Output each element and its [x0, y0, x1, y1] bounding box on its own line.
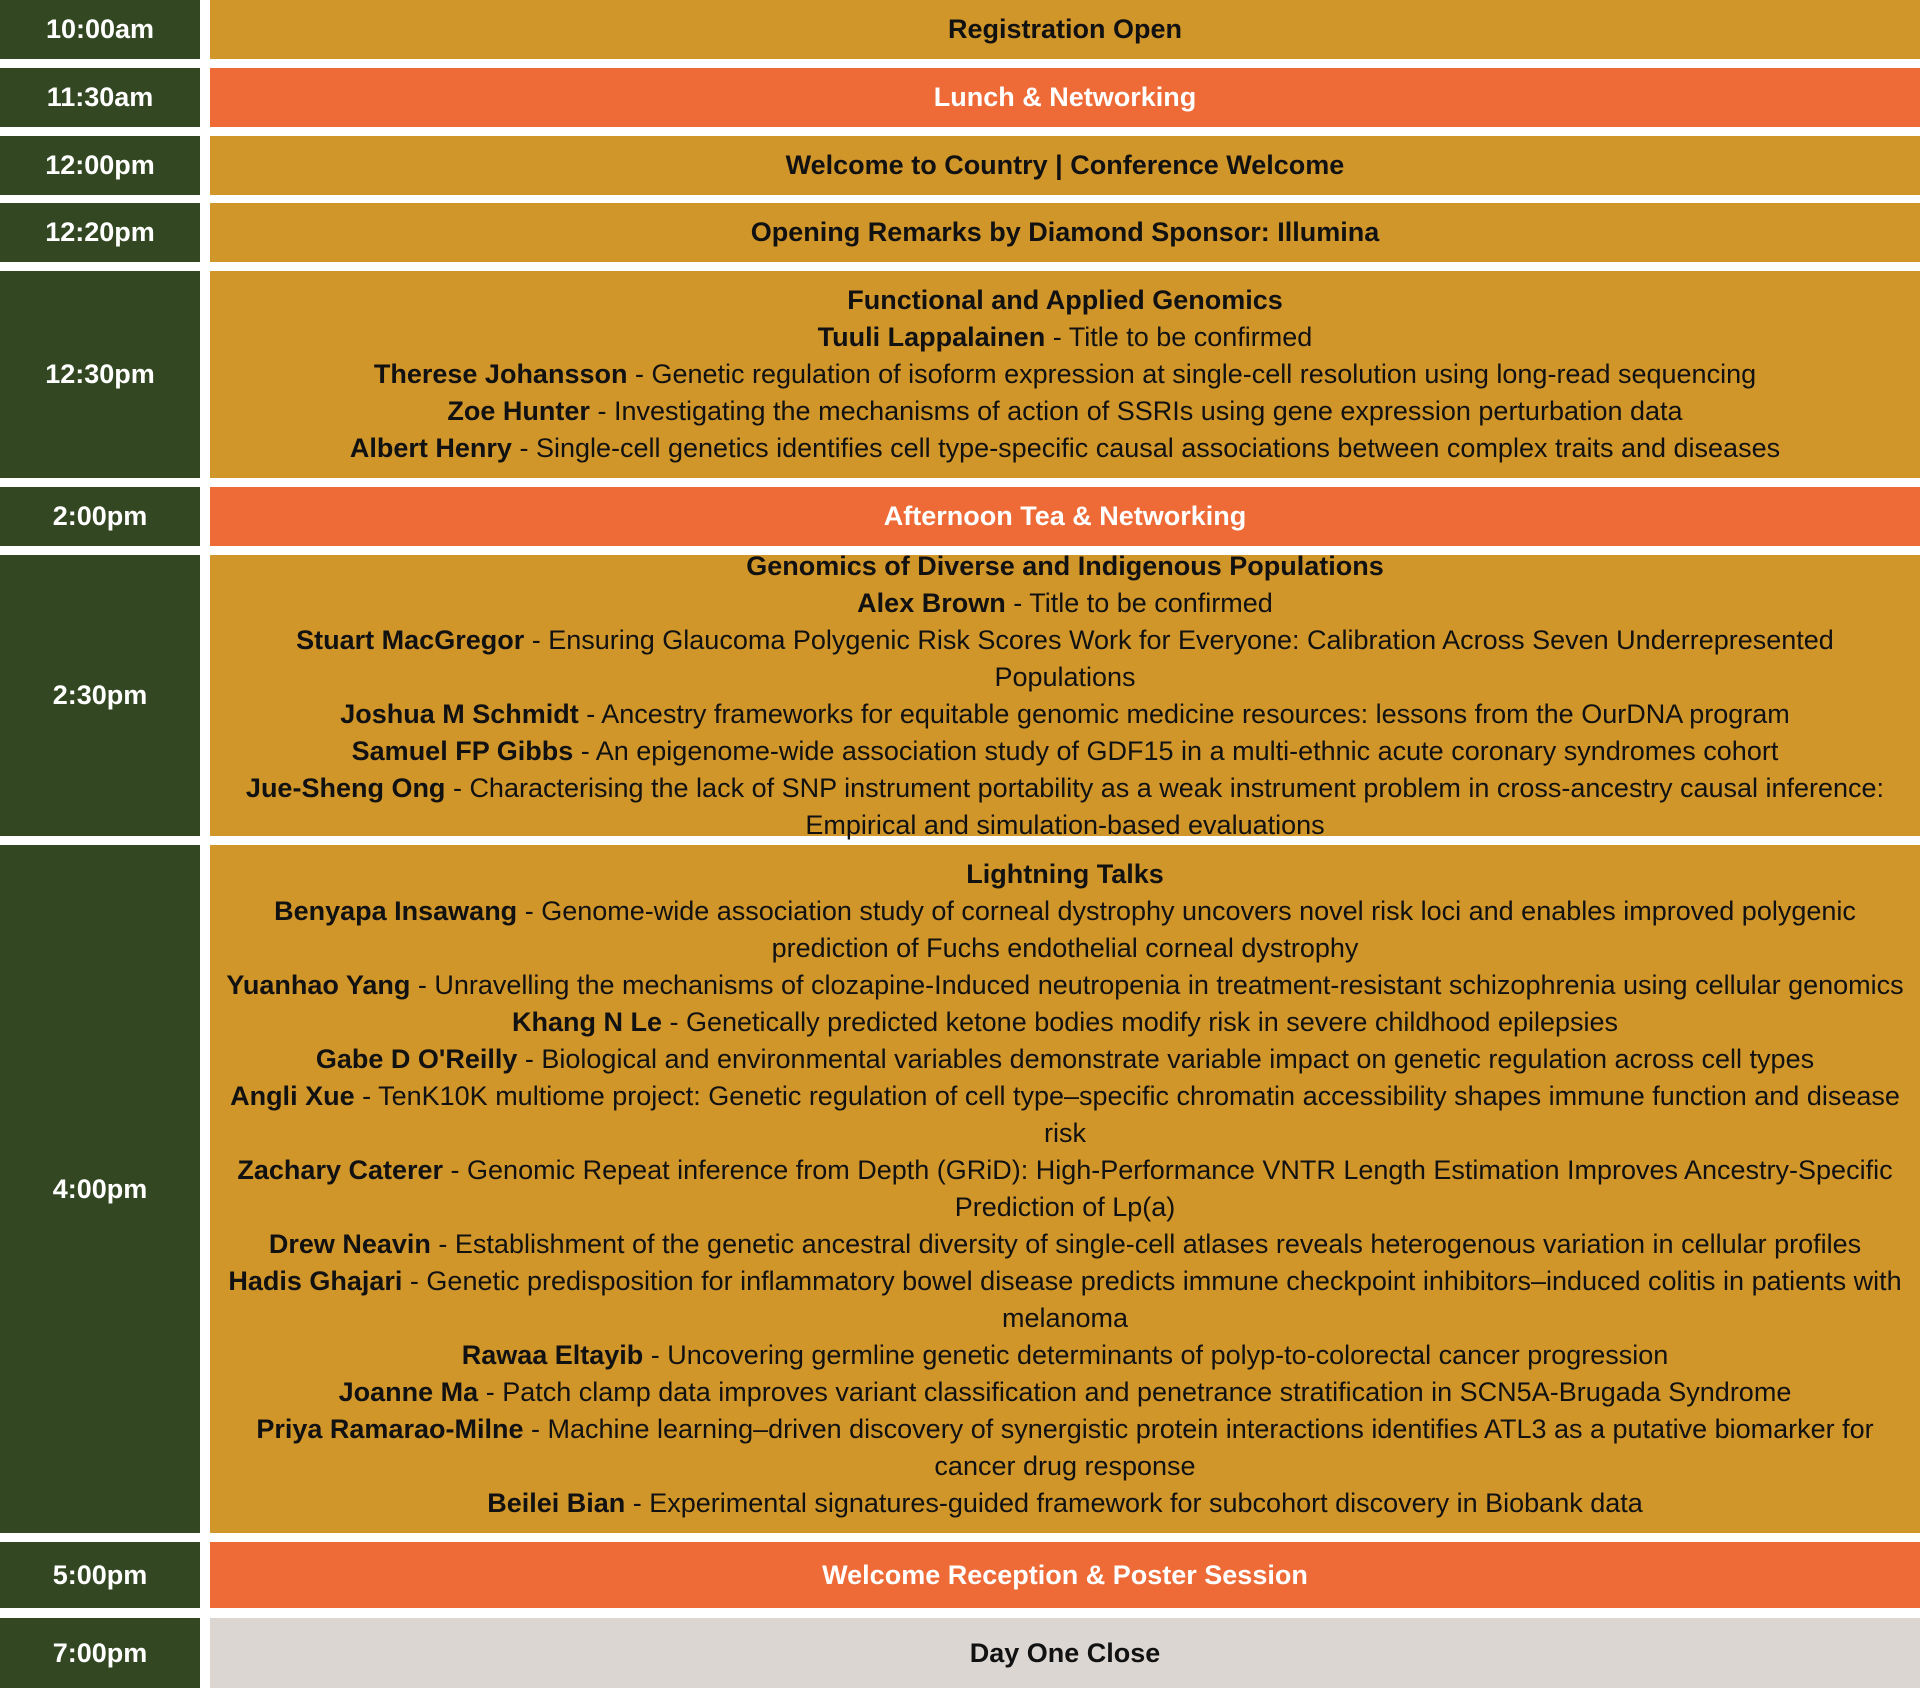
schedule-row: [0, 271, 1920, 478]
talk-item: Stuart MacGregor - Ensuring Glaucoma Polygenic Risk Scores Work for Everyone: Calibration Across Seven Underrepresented Populations: [296, 624, 1834, 692]
time-cell: 10:00am: [0, 0, 200, 59]
session-title: Opening Remarks by Diamond Sponsor: Illumina: [750, 217, 1380, 247]
speaker-name: Khang N Le: [511, 1007, 662, 1037]
session-cell: [210, 1542, 1920, 1608]
talk-title: Ancestry frameworks for equitable genomic medicine resources: lessons from the OurDNA program: [601, 698, 1790, 729]
talk-title: Genetic regulation of isoform expression at single-cell resolution using long-read sequencing: [651, 359, 1757, 389]
session-title: Genomics of Diverse and Indigenous Populations: [746, 550, 1384, 581]
talk-title: Machine learning–driven discovery of synergistic protein interactions identifies ATL3 as a putative biomarker for cancer drug response: [547, 1414, 1874, 1481]
session-cell: [210, 550, 1920, 840]
speaker-name: Zoe Hunter: [447, 396, 590, 426]
session-title: Registration Open: [947, 14, 1183, 44]
time-cell: 7:00pm: [0, 1618, 200, 1688]
time-cell: 11:30am: [0, 68, 200, 127]
talk-item: Hadis Ghajari - Genetic predisposition for inflammatory bowel disease predicts immune checkpoint inhibitors–induced colitis in patients with melanoma: [228, 1266, 1902, 1333]
talk-title: Characterising the lack of SNP instrument portability as a weak instrument problem in cross-ancestry causal inference: Empirical and simulation-based evaluations: [469, 772, 1885, 840]
talk-item: Joanne Ma - Patch clamp data improves variant classification and penetrance stratification in SCN5A-Brugada Syndrome: [338, 1377, 1792, 1407]
session-title: Functional and Applied Genomics: [847, 285, 1283, 315]
session-title: Lightning Talks: [966, 859, 1164, 889]
schedule-row: [0, 203, 1920, 262]
talk-item: Rawaa Eltayib - Uncovering germline genetic determinants of polyp-to-colorectal cancer progression: [461, 1340, 1669, 1370]
talk-item: Zachary Caterer - Genomic Repeat inference from Depth (GRiD): High-Performance VNTR Length Estimation Improves Ancestry-Specific Prediction of Lp(a): [237, 1155, 1893, 1222]
session-cell: [210, 487, 1920, 546]
talk-title: TenK10K multiome project: Genetic regulation of cell type–specific chromatin accessibility shapes immune function and disease risk: [378, 1081, 1900, 1148]
time-cell: 12:30pm: [0, 271, 200, 478]
time-cell: 2:00pm: [0, 487, 200, 546]
talk-item: Therese Johansson - Genetic regulation of isoform expression at single-cell resolution using long-read sequencing: [373, 359, 1757, 389]
speaker-name: Zachary Caterer: [237, 1155, 444, 1185]
talk-item: Khang N Le - Genetically predicted ketone bodies modify risk in severe childhood epilepsies: [511, 1007, 1619, 1037]
speaker-name: Priya Ramarao-Milne: [256, 1414, 524, 1444]
talk-item: Samuel FP Gibbs - An epigenome-wide association study of GDF15 in a multi-ethnic acute coronary syndromes cohort: [351, 735, 1779, 766]
talk-title: Investigating the mechanisms of action of SSRIs using gene expression perturbation data: [613, 396, 1683, 426]
talk-item: Drew Neavin - Establishment of the genetic ancestral diversity of single-cell atlases reveals heterogenous variation in cellular profiles: [268, 1229, 1862, 1259]
talk-title: Genetic predisposition for inflammatory bowel disease predicts immune checkpoint inhibitors–induced colitis in patients with melanoma: [426, 1266, 1902, 1333]
talk-title: Genetically predicted ketone bodies modify risk in severe childhood epilepsies: [686, 1007, 1619, 1037]
speaker-name: Hadis Ghajari: [228, 1266, 403, 1296]
talk-item: Angli Xue - TenK10K multiome project: Genetic regulation of cell type–specific chromatin accessibility shapes immune function and disease risk: [230, 1081, 1900, 1148]
speaker-name: Stuart MacGregor: [296, 624, 525, 655]
speaker-name: Joshua M Schmidt: [340, 698, 579, 729]
talk-title: Experimental signatures-guided framework for subcohort discovery in Biobank data: [649, 1488, 1643, 1518]
speaker-name: Jue-Sheng Ong: [245, 772, 446, 803]
time-cell: 4:00pm: [0, 845, 200, 1533]
session-cell: [210, 1618, 1920, 1688]
speaker-name: Beilei Bian: [487, 1488, 626, 1518]
speaker-name: Yuanhao Yang: [226, 970, 411, 1000]
speaker-name: Samuel FP Gibbs: [351, 735, 574, 766]
session-cell: [210, 136, 1920, 195]
session-title: Welcome Reception & Poster Session: [822, 1559, 1308, 1590]
time-cell: 2:30pm: [0, 555, 200, 836]
talk-title: An epigenome-wide association study of GDF15 in a multi-ethnic acute coronary syndromes cohort: [595, 735, 1779, 766]
speaker-name: Drew Neavin: [268, 1229, 431, 1259]
schedule-row: [0, 550, 1920, 840]
session-title: Afternoon Tea & Networking: [883, 501, 1247, 531]
session-title: Lunch & Networking: [933, 82, 1197, 112]
talk-title: Uncovering germline genetic determinants of polyp-to-colorectal cancer progression: [667, 1340, 1669, 1370]
talk-item: Beilei Bian - Experimental signatures-guided framework for subcohort discovery in Biobank data: [487, 1488, 1643, 1518]
talk-item: Benyapa Insawang - Genome-wide association study of corneal dystrophy uncovers novel risk loci and enables improved polygenic prediction of Fuchs endothelial corneal dystrophy: [274, 896, 1856, 963]
talk-item: Gabe D O'Reilly - Biological and environmental variables demonstrate variable impact on genetic regulation across cell types: [315, 1044, 1815, 1074]
talk-item: Priya Ramarao-Milne - Machine learning–driven discovery of synergistic protein interactions identifies ATL3 as a putative biomarker for cancer drug response: [256, 1414, 1874, 1481]
schedule-row: [0, 68, 1920, 127]
talk-item: Joshua M Schmidt - Ancestry frameworks for equitable genomic medicine resources: lessons from the OurDNA program: [340, 698, 1790, 729]
talk-title: Title to be confirmed: [1029, 587, 1273, 618]
schedule-row: [0, 136, 1920, 195]
talk-title: Single-cell genetics identifies cell type-specific causal associations between complex traits and diseases: [535, 433, 1781, 463]
talk-title: Unravelling the mechanisms of clozapine-Induced neutropenia in treatment-resistant schizophrenia using cellular genomics: [434, 970, 1904, 1000]
speaker-name: Joanne Ma: [338, 1377, 479, 1407]
talk-item: Alex Brown - Title to be confirmed: [857, 587, 1273, 618]
schedule-row: [0, 0, 1920, 59]
speaker-name: Gabe D O'Reilly: [315, 1044, 518, 1074]
talk-item: Zoe Hunter - Investigating the mechanisms of action of SSRIs using gene expression perturbation data: [447, 396, 1683, 426]
talk-title: Title to be confirmed: [1068, 322, 1313, 352]
talk-title: Genomic Repeat inference from Depth (GRiD): High-Performance VNTR Length Estimation Improves Ancestry-Specific Prediction of Lp(a): [467, 1155, 1893, 1222]
schedule-row: [0, 1542, 1920, 1608]
schedule-row: [0, 487, 1920, 546]
talk-title: Biological and environmental variables demonstrate variable impact on genetic regulation across cell types: [541, 1044, 1815, 1074]
speaker-name: Benyapa Insawang: [274, 896, 518, 926]
session-cell: [210, 0, 1920, 59]
session-title: Day One Close: [969, 1637, 1161, 1668]
speaker-name: Therese Johansson: [373, 359, 628, 389]
talk-item: Tuuli Lappalainen - Title to be confirmed: [817, 322, 1313, 352]
talk-item: Albert Henry - Single-cell genetics identifies cell type-specific causal associations between complex traits and diseases: [349, 433, 1781, 463]
session-cell: [210, 203, 1920, 262]
time-cell: 12:00pm: [0, 136, 200, 195]
talk-title: Establishment of the genetic ancestral diversity of single-cell atlases reveals heterogenous variation in cellular profiles: [454, 1229, 1862, 1259]
session-cell: [210, 271, 1920, 478]
talk-title: Ensuring Glaucoma Polygenic Risk Scores Work for Everyone: Calibration Across Seven Underrepresented Populations: [548, 624, 1834, 692]
talk-title: Genome-wide association study of corneal dystrophy uncovers novel risk loci and enables improved polygenic prediction of Fuchs endothelial corneal dystrophy: [541, 896, 1856, 963]
session-title: Welcome to Country | Conference Welcome: [785, 150, 1345, 180]
talk-title: Patch clamp data improves variant classification and penetrance stratification in SCN5A-Brugada Syndrome: [502, 1377, 1792, 1407]
time-cell: 5:00pm: [0, 1542, 200, 1608]
speaker-name: Angli Xue: [230, 1081, 355, 1111]
schedule-row: [0, 845, 1920, 1533]
speaker-name: Albert Henry: [349, 433, 512, 463]
time-cell: 12:20pm: [0, 203, 200, 262]
schedule-row: [0, 1618, 1920, 1688]
speaker-name: Alex Brown: [857, 587, 1006, 618]
talk-item: Jue-Sheng Ong - Characterising the lack of SNP instrument portability as a weak instrument problem in cross-ancestry causal inference: Empirical and simulation-based evaluations: [245, 772, 1885, 840]
session-cell: [210, 68, 1920, 127]
session-cell: [210, 845, 1920, 1533]
speaker-name: Tuuli Lappalainen: [817, 322, 1046, 352]
speaker-name: Rawaa Eltayib: [461, 1340, 644, 1370]
talk-item: Yuanhao Yang - Unravelling the mechanisms of clozapine-Induced neutropenia in treatment-resistant schizophrenia using cellular genomics: [226, 970, 1904, 1000]
